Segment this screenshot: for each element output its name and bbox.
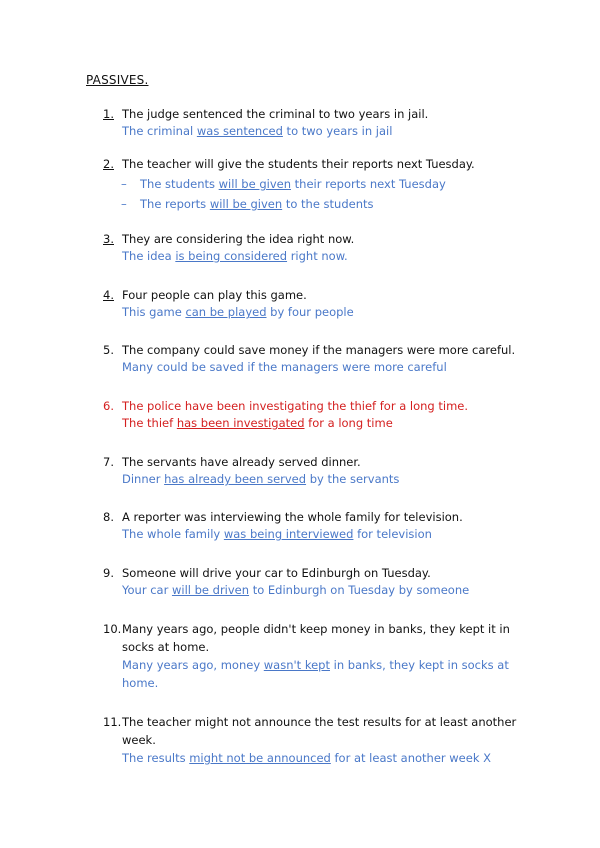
active-sentence: They are considering the idea right now.: [122, 232, 355, 246]
passive-answer: [122, 248, 533, 265]
exercise-item-9: [103, 565, 533, 599]
answer-pre: Your car: [122, 583, 172, 597]
passive-answer: [122, 304, 533, 321]
answer-post: to Edinburgh on Tuesday by someone: [249, 583, 470, 597]
answer-pre: The whole family: [122, 527, 224, 541]
answer-pre: The thief: [122, 416, 177, 430]
dash-bullet: –: [121, 197, 127, 211]
active-sentence: Someone will drive your car to Edinburgh on Tuesday.: [122, 566, 431, 580]
answer-verb: was being interviewed: [223, 527, 354, 541]
exercise-item-1: [103, 106, 533, 140]
answer-post: by the servants: [306, 472, 400, 486]
active-sentence: A reporter was interviewing the whole family for television.: [122, 510, 463, 524]
active-sentence-line-1: The teacher might not announce the test results for at least another: [122, 715, 517, 729]
passive-answer: [122, 526, 533, 543]
passive-answer-line-2: home.: [122, 676, 159, 690]
exercise-item-6: [103, 398, 533, 432]
item-number: 9.: [103, 566, 114, 580]
answer-post: to the students: [282, 197, 374, 211]
exercise-item-7: [103, 454, 533, 488]
item-number: 2.: [103, 157, 114, 171]
passive-answer: [122, 749, 533, 767]
active-sentence: The judge sentenced the criminal to two years in jail.: [122, 107, 429, 121]
active-sentence: The teacher will give the students their reports next Tuesday.: [122, 157, 475, 171]
item-number: 8.: [103, 510, 114, 524]
passive-answer: [122, 359, 533, 376]
answer-pre: The results: [122, 751, 190, 765]
active-sentence: The company could save money if the managers were more careful.: [122, 343, 516, 357]
passive-answer: [121, 176, 533, 193]
answer-verb: is being considered: [175, 249, 288, 263]
answer-verb: can be played: [185, 305, 267, 319]
answer-post: by four people: [266, 305, 354, 319]
answer-verb: will be given: [209, 197, 283, 211]
exercise-item-8: [103, 509, 533, 543]
answer-pre: The idea: [122, 249, 176, 263]
passive-answer: [121, 196, 533, 213]
answer-verb: has already been served: [164, 472, 307, 486]
item-number: 1.: [103, 107, 114, 121]
exercise-item-4: [103, 287, 533, 321]
passive-answer: [122, 471, 533, 488]
answer-post: their reports next Tuesday: [291, 177, 446, 191]
item-number: 7.: [103, 455, 114, 469]
answer-post: for at least another week X: [330, 751, 492, 765]
item-number: 6.: [103, 399, 114, 413]
answer-post: for a long time: [304, 416, 393, 430]
answer-pre: The reports: [140, 197, 210, 211]
passive-answer: [122, 415, 533, 432]
answer-verb: will be driven: [171, 583, 250, 597]
active-sentence: Four people can play this game.: [122, 288, 307, 302]
active-sentence-line-2: week.: [122, 733, 156, 747]
item-number: 5.: [103, 343, 114, 357]
passive-answer: [122, 123, 533, 140]
exercise-item-5: [103, 342, 533, 376]
answer-pre: Dinner: [122, 472, 165, 486]
answer-pre: Many years ago, money: [122, 658, 264, 672]
answer-post: for television: [353, 527, 432, 541]
active-sentence-line-2: socks at home.: [122, 640, 210, 654]
item-number: 3.: [103, 232, 114, 246]
answer-pre: This game: [122, 305, 186, 319]
dash-bullet: –: [121, 177, 127, 191]
passive-answer-line-1: [122, 656, 533, 674]
exercise-item-3: [103, 231, 533, 265]
answer-post: right now.: [287, 249, 348, 263]
exercise-item-10: [103, 620, 533, 692]
answer-pre: The students: [140, 177, 219, 191]
answer-verb: might not be announced: [189, 751, 331, 765]
item-number: 10.: [103, 622, 122, 636]
answer-verb: wasn't kept: [263, 658, 330, 672]
active-sentence: The police have been investigating the thief for a long time.: [122, 399, 469, 413]
answer-verb: was sentenced: [196, 124, 283, 138]
worksheet-title: PASSIVES.: [86, 73, 149, 87]
answer-verb: will be given: [218, 177, 291, 191]
passive-answer: [122, 582, 533, 599]
answer-post: to two years in jail: [282, 124, 393, 138]
exercise-item-2: [103, 156, 533, 213]
answer-pre: Many could be saved if the managers were more careful: [122, 360, 447, 374]
active-sentence: The servants have already served dinner.: [122, 455, 361, 469]
active-sentence-line-1: Many years ago, people didn't keep money in banks, they kept it in: [122, 622, 510, 636]
answer-verb: has been investigated: [176, 416, 305, 430]
answer-pre: The criminal: [122, 124, 197, 138]
item-number: 11.: [103, 715, 122, 729]
item-number: 4.: [103, 288, 114, 302]
answer-post: in banks, they kept in socks at: [329, 658, 509, 672]
exercise-item-11: [103, 713, 533, 767]
